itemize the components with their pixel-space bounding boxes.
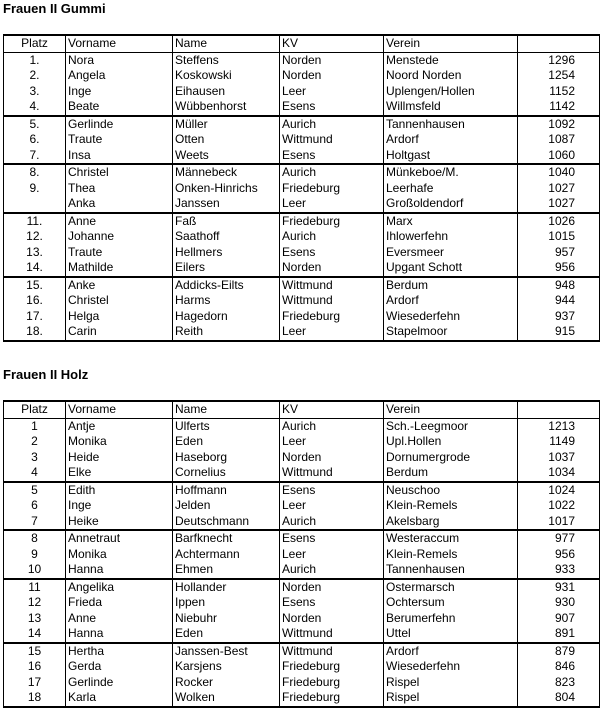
cell-kv: Wittmund [280,132,384,148]
cell-platz: 8 [4,530,66,547]
cell-name: Steffens [173,52,280,68]
header-platz: Platz [4,35,66,52]
cell-name: Janssen [173,196,280,213]
cell-name: Wübbenhorst [173,99,280,116]
cell-name: Cornelius [173,465,280,482]
table-row [4,324,600,341]
cell-platz: 6 [4,498,66,514]
header-vorname: Vorname [66,401,173,418]
cell-vorname: Insa [66,148,173,165]
cell-platz: 1 [4,418,66,434]
cell-vorname: Monika [66,547,173,563]
cell-platz: 14 [4,626,66,643]
cell-vorname: Helga [66,309,173,325]
table-row [4,643,600,660]
cell-verein: Uplengen/Hollen [384,84,518,100]
header-kv: KV [280,401,384,418]
table-row [4,52,600,68]
cell-verein: Menstede [384,52,518,68]
cell-kv: Esens [280,595,384,611]
cell-points: 1060 [518,148,600,165]
table-row [4,530,600,547]
cell-kv: Wittmund [280,643,384,660]
cell-name: Ulferts [173,418,280,434]
cell-kv: Leer [280,84,384,100]
cell-name: Harms [173,293,280,309]
cell-name: Saathoff [173,229,280,245]
cell-kv: Leer [280,547,384,563]
cell-verein: Akelsbarg [384,514,518,531]
table-row [4,84,600,100]
cell-verein: Berumerfehn [384,611,518,627]
cell-points: 1152 [518,84,600,100]
cell-verein: Rispel [384,690,518,707]
cell-platz: 13. [4,245,66,261]
cell-points: 1296 [518,52,600,68]
cell-points: 1015 [518,229,600,245]
cell-kv: Norden [280,260,384,277]
header-kv: KV [280,35,384,52]
results-table-holz [3,400,600,708]
cell-vorname: Angelika [66,579,173,596]
cell-name: Hagedorn [173,309,280,325]
cell-vorname: Hanna [66,562,173,579]
cell-vorname: Edith [66,482,173,499]
cell-vorname: Elke [66,465,173,482]
table-row [4,196,600,213]
cell-verein: Willmsfeld [384,99,518,116]
cell-vorname: Nora [66,52,173,68]
cell-platz: 3 [4,450,66,466]
cell-verein: Ihlowerfehn [384,229,518,245]
cell-vorname: Annetraut [66,530,173,547]
cell-vorname: Frieda [66,595,173,611]
cell-kv: Esens [280,99,384,116]
cell-verein: Klein-Remels [384,547,518,563]
cell-platz [4,196,66,213]
cell-kv: Leer [280,196,384,213]
cell-kv: Aurich [280,562,384,579]
cell-platz: 15 [4,643,66,660]
cell-platz: 14. [4,260,66,277]
table-row [4,418,600,434]
cell-points: 1037 [518,450,600,466]
header-points [518,35,600,52]
cell-points: 1254 [518,68,600,84]
header-verein: Verein [384,35,518,52]
cell-kv: Esens [280,245,384,261]
cell-kv: Friedeburg [280,309,384,325]
cell-verein: Großoldendorf [384,196,518,213]
header-name: Name [173,401,280,418]
cell-platz: 2. [4,68,66,84]
cell-points: 1022 [518,498,600,514]
cell-verein: Ardorf [384,132,518,148]
table-row [4,626,600,643]
cell-verein: Ardorf [384,293,518,309]
cell-points: 948 [518,277,600,294]
table-row [4,277,600,294]
header-row [4,401,600,418]
cell-vorname: Traute [66,132,173,148]
cell-platz: 17 [4,675,66,691]
cell-points: 944 [518,293,600,309]
cell-platz: 12. [4,229,66,245]
table-row [4,562,600,579]
cell-verein: Berdum [384,465,518,482]
table-row [4,293,600,309]
cell-kv: Norden [280,68,384,84]
cell-name: Männebeck [173,164,280,181]
cell-kv: Wittmund [280,465,384,482]
cell-points: 1027 [518,196,600,213]
cell-vorname: Anka [66,196,173,213]
cell-name: Karsjens [173,659,280,675]
cell-name: Reith [173,324,280,341]
cell-kv: Esens [280,482,384,499]
cell-vorname: Anne [66,213,173,230]
cell-kv: Leer [280,434,384,450]
cell-name: Eihausen [173,84,280,100]
cell-kv: Aurich [280,418,384,434]
cell-points: 1213 [518,418,600,434]
cell-verein: Wiesederfehn [384,659,518,675]
table-row [4,579,600,596]
cell-kv: Wittmund [280,293,384,309]
cell-name: Hollander [173,579,280,596]
cell-kv: Wittmund [280,277,384,294]
cell-vorname: Christel [66,164,173,181]
cell-verein: Tannenhausen [384,562,518,579]
cell-platz: 4. [4,99,66,116]
cell-vorname: Inge [66,84,173,100]
cell-platz: 9. [4,181,66,197]
cell-kv: Friedeburg [280,213,384,230]
table-row [4,547,600,563]
cell-vorname: Carin [66,324,173,341]
cell-verein: Uttel [384,626,518,643]
table-row [4,498,600,514]
cell-kv: Esens [280,148,384,165]
cell-name: Müller [173,116,280,133]
cell-kv: Friedeburg [280,675,384,691]
cell-platz: 18 [4,690,66,707]
cell-verein: Sch.-Leegmoor [384,418,518,434]
cell-platz: 11. [4,213,66,230]
cell-points: 957 [518,245,600,261]
cell-vorname: Monika [66,434,173,450]
cell-platz: 18. [4,324,66,341]
cell-points: 1142 [518,99,600,116]
cell-platz: 9 [4,547,66,563]
cell-kv: Aurich [280,116,384,133]
cell-name: Haseborg [173,450,280,466]
cell-kv: Friedeburg [280,181,384,197]
table-row [4,595,600,611]
table-row [4,611,600,627]
table-row [4,213,600,230]
cell-name: Wolken [173,690,280,707]
cell-name: Otten [173,132,280,148]
header-platz: Platz [4,401,66,418]
table-row [4,675,600,691]
table-row [4,450,600,466]
cell-verein: Stapelmoor [384,324,518,341]
cell-points: 907 [518,611,600,627]
cell-points: 879 [518,643,600,660]
cell-verein: Noord Norden [384,68,518,84]
cell-vorname: Gerda [66,659,173,675]
table-row [4,482,600,499]
table-row [4,68,600,84]
cell-points: 804 [518,690,600,707]
cell-verein: Westeraccum [384,530,518,547]
table-row [4,132,600,148]
header-points [518,401,600,418]
cell-platz: 16. [4,293,66,309]
cell-kv: Norden [280,579,384,596]
cell-verein: Marx [384,213,518,230]
cell-points: 1027 [518,181,600,197]
cell-vorname: Angela [66,68,173,84]
cell-vorname: Hertha [66,643,173,660]
cell-kv: Friedeburg [280,659,384,675]
table-row [4,245,600,261]
cell-vorname: Antje [66,418,173,434]
cell-points: 1040 [518,164,600,181]
cell-kv: Aurich [280,164,384,181]
cell-platz: 12 [4,595,66,611]
table-row [4,116,600,133]
cell-name: Faß [173,213,280,230]
cell-platz: 5 [4,482,66,499]
table-row [4,434,600,450]
header-vorname: Vorname [66,35,173,52]
cell-points: 823 [518,675,600,691]
table-row [4,260,600,277]
table-row [4,514,600,531]
header-row [4,35,600,52]
cell-verein: Ardorf [384,643,518,660]
cell-platz: 13 [4,611,66,627]
cell-platz: 5. [4,116,66,133]
cell-kv: Esens [280,530,384,547]
table-row [4,148,600,165]
cell-kv: Aurich [280,229,384,245]
cell-name: Hoffmann [173,482,280,499]
cell-name: Achtermann [173,547,280,563]
cell-name: Ehmen [173,562,280,579]
cell-verein: Tannenhausen [384,116,518,133]
cell-verein: Berdum [384,277,518,294]
cell-points: 915 [518,324,600,341]
cell-vorname: Gerlinde [66,116,173,133]
cell-points: 846 [518,659,600,675]
cell-points: 933 [518,562,600,579]
cell-kv: Friedeburg [280,690,384,707]
cell-vorname: Beate [66,99,173,116]
cell-vorname: Hanna [66,626,173,643]
cell-vorname: Anke [66,277,173,294]
cell-kv: Norden [280,52,384,68]
results-table-gummi [3,34,600,342]
cell-vorname: Johanne [66,229,173,245]
cell-points: 931 [518,579,600,596]
cell-points: 1149 [518,434,600,450]
cell-kv: Norden [280,611,384,627]
cell-kv: Leer [280,324,384,341]
cell-points: 956 [518,260,600,277]
cell-name: Addicks-Eilts [173,277,280,294]
cell-platz: 10 [4,562,66,579]
cell-points: 956 [518,547,600,563]
cell-platz: 1. [4,52,66,68]
cell-vorname: Gerlinde [66,675,173,691]
cell-points: 1017 [518,514,600,531]
cell-verein: Eversmeer [384,245,518,261]
table-row [4,164,600,181]
cell-points: 1034 [518,465,600,482]
cell-verein: Upgant Schott [384,260,518,277]
cell-name: Barfknecht [173,530,280,547]
cell-name: Eden [173,434,280,450]
cell-name: Eilers [173,260,280,277]
cell-kv: Wittmund [280,626,384,643]
cell-vorname: Inge [66,498,173,514]
cell-verein: Holtgast [384,148,518,165]
cell-vorname: Traute [66,245,173,261]
cell-platz: 8. [4,164,66,181]
table-row [4,229,600,245]
cell-vorname: Heike [66,514,173,531]
cell-name: Deutschmann [173,514,280,531]
cell-points: 1087 [518,132,600,148]
cell-kv: Aurich [280,514,384,531]
cell-verein: Dornumergrode [384,450,518,466]
cell-platz: 2 [4,434,66,450]
cell-verein: Wiesederfehn [384,309,518,325]
cell-verein: Upl.Hollen [384,434,518,450]
cell-platz: 11 [4,579,66,596]
cell-name: Rocker [173,675,280,691]
cell-points: 977 [518,530,600,547]
table-row [4,181,600,197]
cell-platz: 15. [4,277,66,294]
cell-points: 1026 [518,213,600,230]
cell-platz: 4 [4,465,66,482]
header-verein: Verein [384,401,518,418]
cell-verein: Neuschoo [384,482,518,499]
cell-kv: Leer [280,498,384,514]
cell-platz: 3. [4,84,66,100]
cell-platz: 6. [4,132,66,148]
cell-verein: Münkeboe/M. [384,164,518,181]
cell-vorname: Anne [66,611,173,627]
cell-name: Weets [173,148,280,165]
cell-name: Koskowski [173,68,280,84]
cell-name: Ippen [173,595,280,611]
cell-platz: 7. [4,148,66,165]
cell-name: Niebuhr [173,611,280,627]
cell-platz: 16 [4,659,66,675]
cell-vorname: Mathilde [66,260,173,277]
cell-points: 1092 [518,116,600,133]
cell-platz: 7 [4,514,66,531]
cell-points: 937 [518,309,600,325]
cell-points: 930 [518,595,600,611]
cell-verein: Ochtersum [384,595,518,611]
cell-kv: Norden [280,450,384,466]
cell-verein: Ostermarsch [384,579,518,596]
cell-name: Hellmers [173,245,280,261]
header-name: Name [173,35,280,52]
cell-verein: Klein-Remels [384,498,518,514]
cell-vorname: Karla [66,690,173,707]
cell-points: 891 [518,626,600,643]
cell-name: Janssen-Best [173,643,280,660]
cell-vorname: Christel [66,293,173,309]
section-title-holz: Frauen II Holz [3,367,89,382]
cell-name: Onken-Hinrichs [173,181,280,197]
table-row [4,690,600,707]
cell-points: 1024 [518,482,600,499]
table-row [4,99,600,116]
cell-vorname: Heide [66,450,173,466]
cell-name: Eden [173,626,280,643]
cell-verein: Leerhafe [384,181,518,197]
section-title-gummi: Frauen II Gummi [3,1,106,16]
cell-platz: 17. [4,309,66,325]
table-row [4,309,600,325]
cell-verein: Rispel [384,675,518,691]
table-row [4,659,600,675]
cell-name: Jelden [173,498,280,514]
table-row [4,465,600,482]
cell-vorname: Thea [66,181,173,197]
